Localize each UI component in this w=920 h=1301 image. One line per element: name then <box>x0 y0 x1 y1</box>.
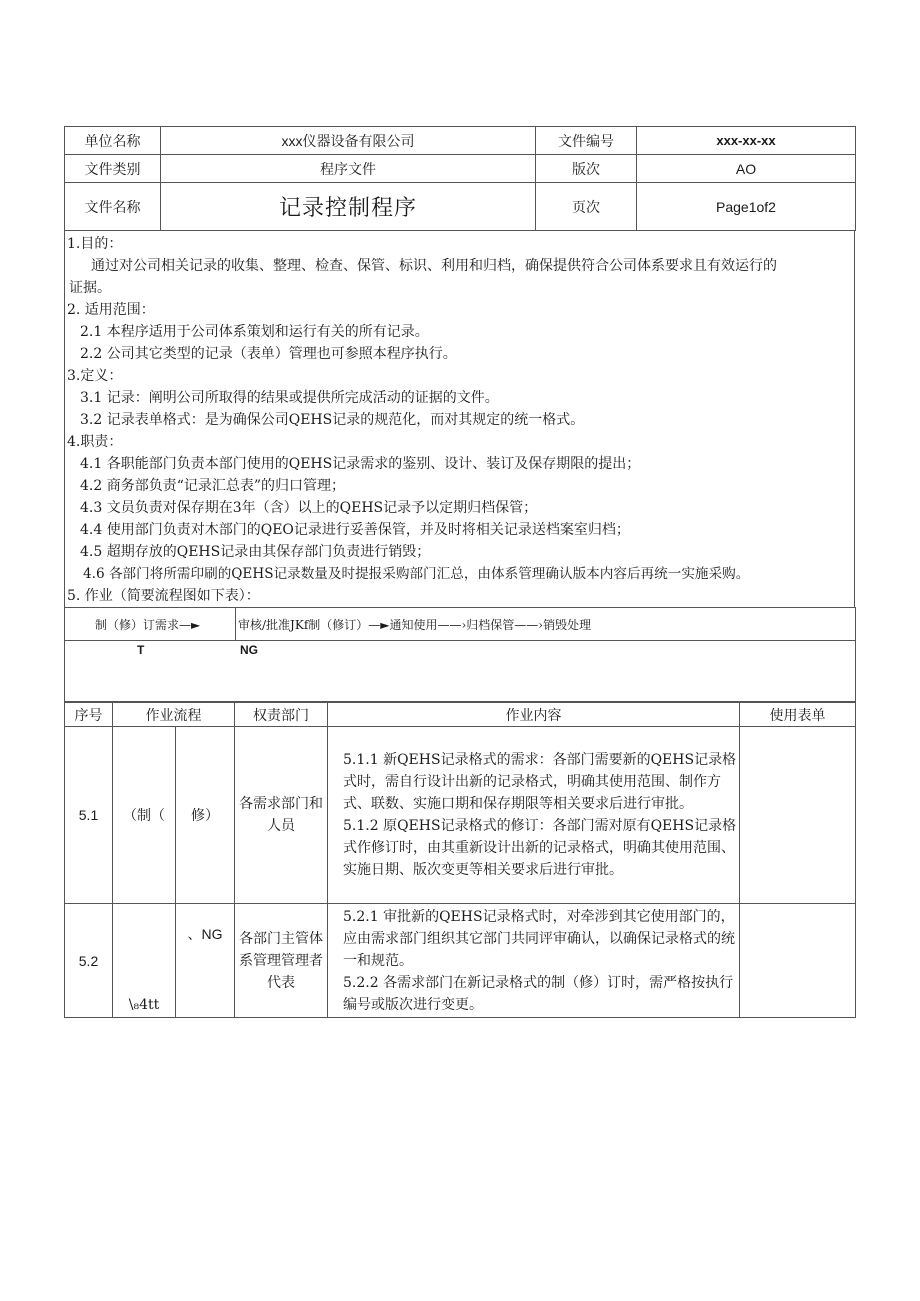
section-1-title: 1.目的： <box>67 236 123 252</box>
section-4-3: 4.3 文员负责对保存期在3年（含）以上的QEHS记录予以定期归档保管； <box>80 500 538 516</box>
document-page <box>64 126 855 1018</box>
col-header-no: 序号 <box>65 703 113 727</box>
section-1-text-cont: 证据。 <box>69 280 111 296</box>
section-4-title: 4.职责： <box>67 434 123 450</box>
page-label: 页次 <box>536 183 637 231</box>
section-5-title: 5. 作业（简要流程图如下表）： <box>67 588 260 604</box>
row-number: 5.2 <box>65 904 113 1018</box>
flow-cell-a: \₈4tt <box>113 904 176 1018</box>
work-content <box>328 904 740 1018</box>
section-4-6: 4.6 各部门将所需印刷的QEHS记录数量及时提报采购部门汇总，由体系管理确认版本内容后再统一实施采购。 <box>83 566 750 582</box>
unit-label: 单位名称 <box>65 127 161 155</box>
content-paragraph: 5.1.2 原QEHS记录格式的修订：各部门需对原有QEHS记录格式作修订时，由其重新设计出新的记录格式，明确其使用范围、实施日期、版次变更等相关要求后进行审批。 <box>343 818 737 878</box>
document-title: 记录控制程序 <box>161 183 536 231</box>
flow-cell-b: 、NG <box>176 904 235 1018</box>
responsible-dept: 各部门主管体系管理管理者代表 <box>235 904 328 1018</box>
docno-value: xxx-xx-xx <box>637 127 856 155</box>
unit-value: xxx仪器设备有限公司 <box>161 127 536 155</box>
flow-mark-t: T <box>137 643 145 657</box>
table-row <box>65 727 856 904</box>
name-label: 文件名称 <box>65 183 161 231</box>
col-header-forms: 使用表单 <box>740 703 856 727</box>
row-number: 5.1 <box>65 727 113 904</box>
section-3-1: 3.1 记录：阐明公司所取得的结果或提供所完成活动的证据的文件。 <box>80 390 499 406</box>
section-4-1: 4.1 各职能部门负责本部门使用的QEHS记录需求的鉴别、设计、装订及保存期限的提出； <box>80 456 641 472</box>
flow-diagram-area <box>65 641 856 702</box>
edition-value: AO <box>637 155 856 183</box>
section-1-text: 通过对公司相关记录的收集、整理、检查、保管、标识、利用和归档，确保提供符合公司体系要求且有效运行的 <box>91 258 777 274</box>
flow-mark-ng: NG <box>240 643 258 657</box>
content-paragraph: 5.2.2 各需求部门在新记录格式的制（修）订时，需严格按执行编号或版次进行变更。 <box>343 975 734 1013</box>
section-3-2: 3.2 记录表单格式：是为确保公司QEHS记录的规范化，而对其规定的统一格式。 <box>80 412 585 428</box>
section-2-1: 2.1 本程序适用于公司体系策划和运行有关的所有记录。 <box>80 324 429 340</box>
col-header-flow: 作业流程 <box>113 703 235 727</box>
docno-label: 文件编号 <box>536 127 637 155</box>
forms-cell <box>740 727 856 904</box>
work-content <box>328 727 740 904</box>
content-paragraph: 5.1.1 新QEHS记录格式的需求：各部门需要新的QEHS记录格式时，需自行设计出新的记录格式，明确其使用范围、制作方式、联数、实施口期和保存期限等相关要求后进行审批。 <box>343 752 737 812</box>
responsible-dept: 各需求部门和人员 <box>235 727 328 904</box>
section-4-4: 4.4 使用部门负责对木部门的QEO记录进行妥善保管，并及时将相关记录送档案室归档； <box>80 522 630 538</box>
type-value: 程序文件 <box>161 155 536 183</box>
operations-table <box>64 702 856 1018</box>
table-row <box>65 904 856 1018</box>
flow-cell-b: 修） <box>176 727 235 904</box>
flow-cell-a: （制（ <box>113 727 176 904</box>
section-3-title: 3.定义： <box>67 368 123 384</box>
body-sections <box>64 231 855 607</box>
forms-cell <box>740 904 856 1018</box>
page-value: Page1of2 <box>637 183 856 231</box>
section-4-2: 4.2 商务部负责“记录汇总表”的归口管理； <box>80 478 346 494</box>
header-table <box>64 126 856 231</box>
flow-step-start: 制（修）订需求—► <box>65 608 236 641</box>
edition-label: 版次 <box>536 155 637 183</box>
section-4-5: 4.5 超期存放的QEHS记录由其保存部门负责进行销毁； <box>80 544 431 560</box>
flow-step-chain: 审核/批准JKf制（修订）—►通知使用——›归档保管——›销毁处理 <box>236 608 856 641</box>
type-label: 文件类别 <box>65 155 161 183</box>
col-header-content: 作业内容 <box>328 703 740 727</box>
content-paragraph: 5.2.1 审批新的QEHS记录格式时，对牵涉到其它使用部门的，应由需求部门组织其它部门共同评审确认，以确保记录格式的统一和规范。 <box>343 909 735 969</box>
flow-table <box>64 607 856 702</box>
section-2-title: 2. 适用范围： <box>67 302 155 318</box>
col-header-dept: 权责部门 <box>235 703 328 727</box>
section-2-2: 2.2 公司其它类型的记录（表单）管理也可参照本程序执行。 <box>80 346 457 362</box>
